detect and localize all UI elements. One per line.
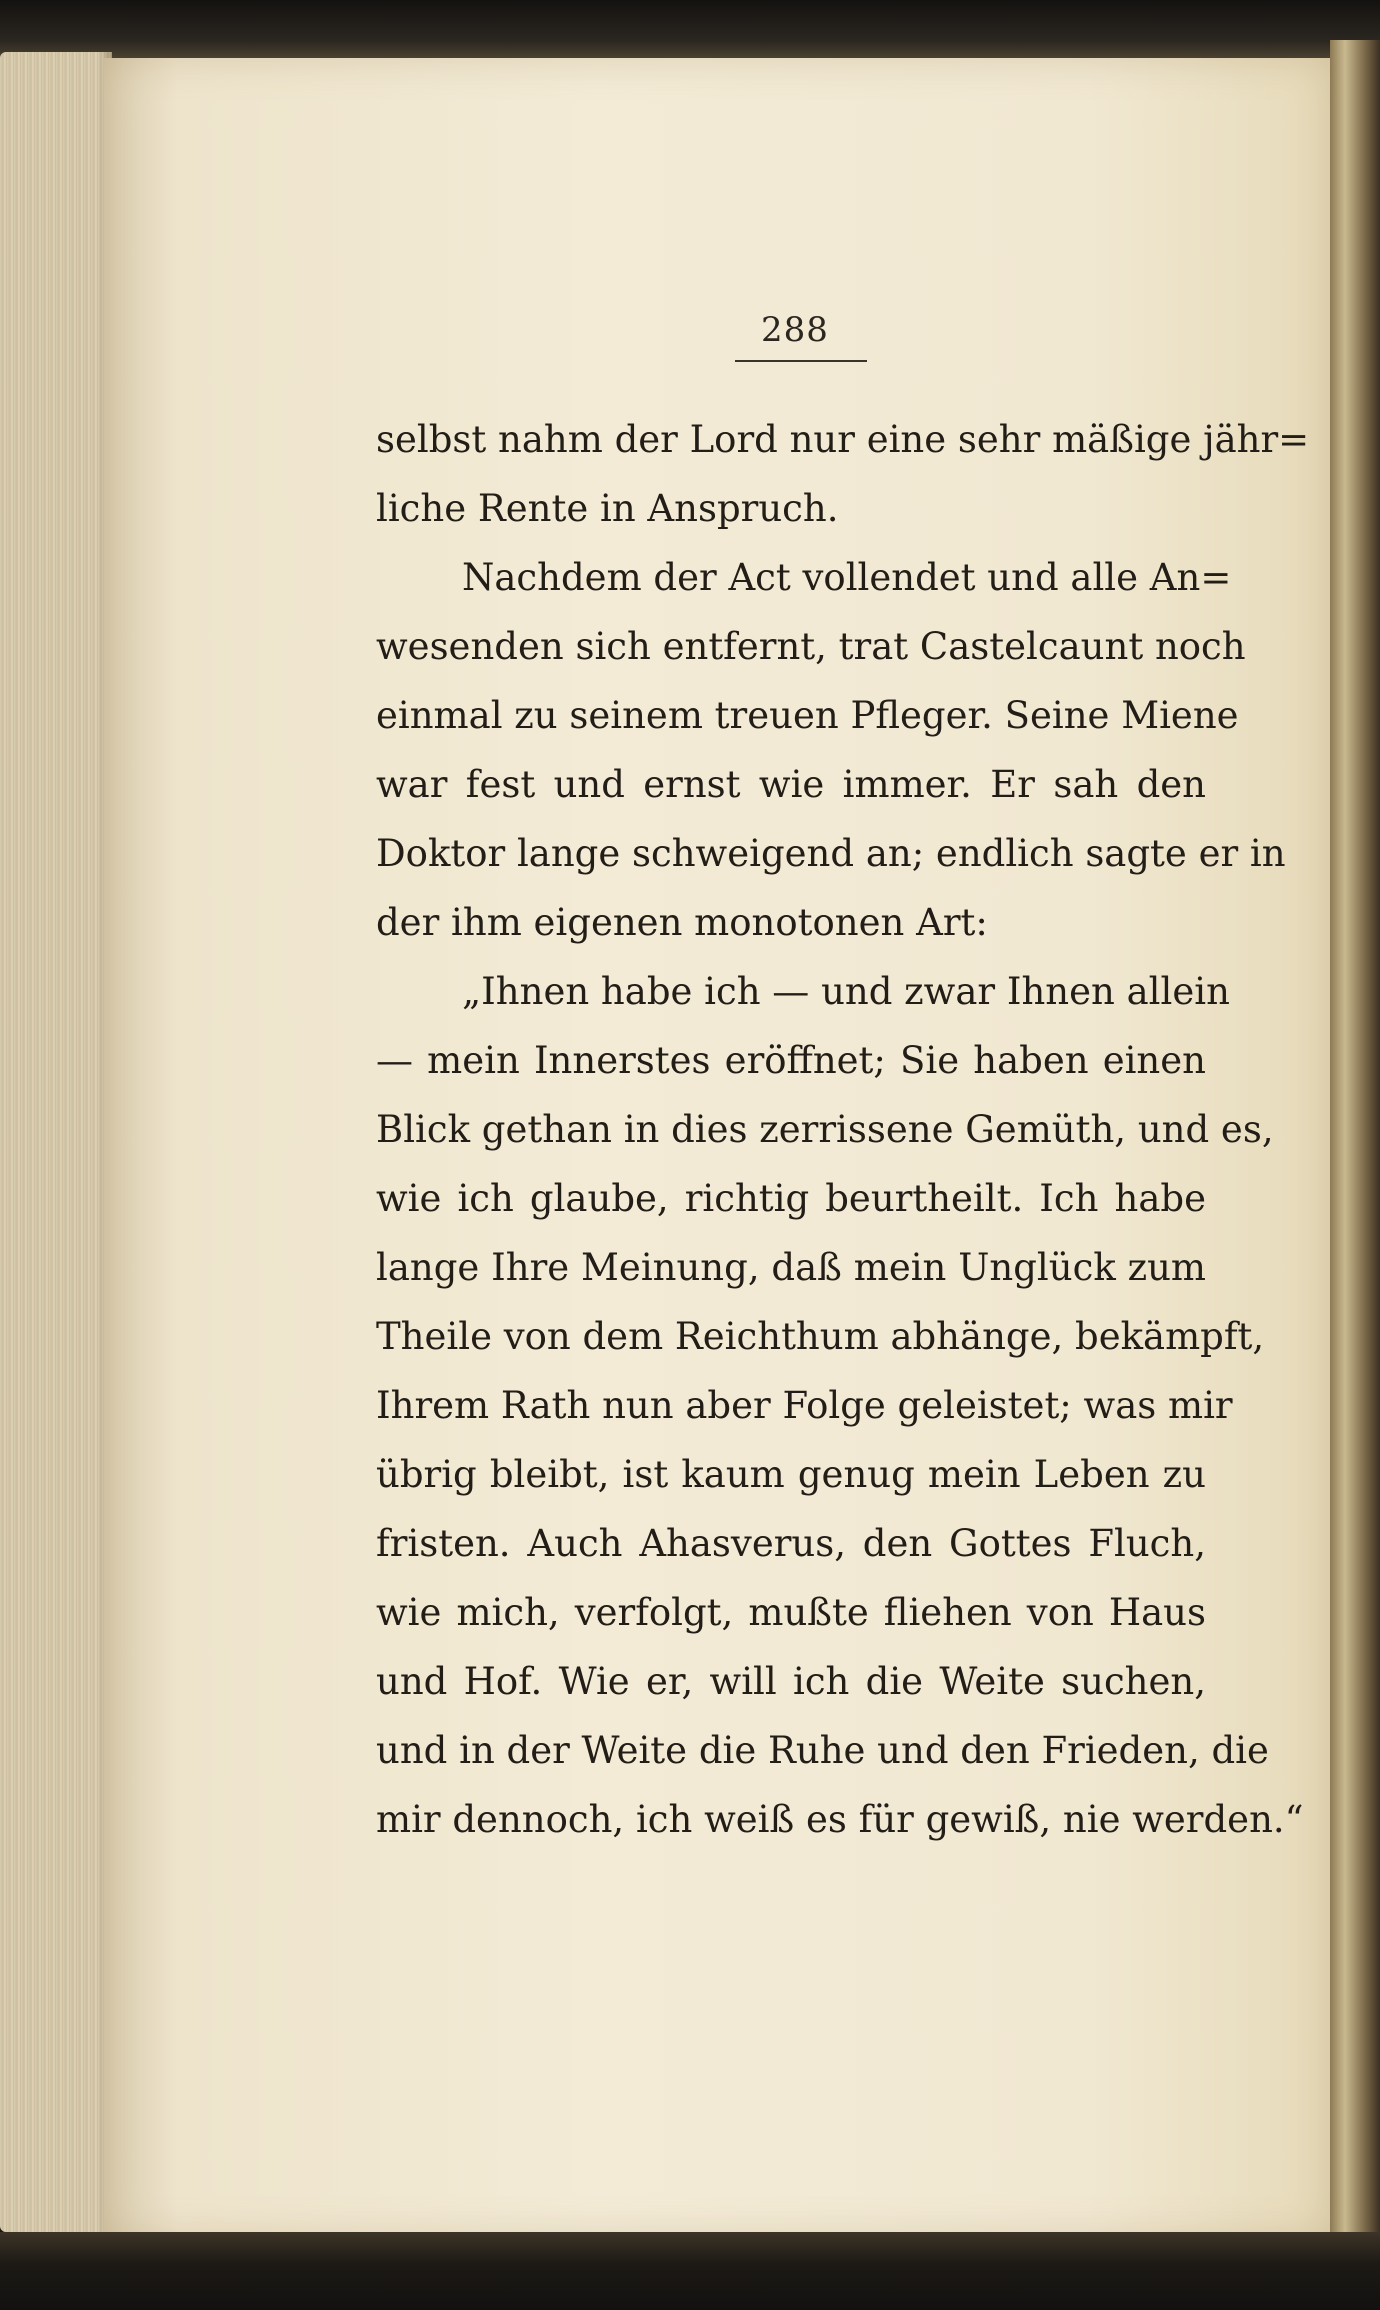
text-line: Blick gethan in dies zerrissene Gemüth, und es, <box>376 1108 1274 1151</box>
text-line: fristen. Auch Ahasverus, den Gottes Fluch, <box>376 1522 1206 1565</box>
text-line: mir dennoch, ich weiß es für gewiß, nie werden.“ <box>376 1798 1304 1841</box>
book-binding <box>1330 40 1380 2250</box>
text-line: Ihrem Rath nun aber Folge geleistet; was mir <box>376 1384 1233 1427</box>
text-line: Theile von dem Reichthum abhänge, bekämpft, <box>376 1315 1265 1358</box>
text-line: wie mich, verfolgt, mußte fliehen von Haus <box>376 1591 1206 1634</box>
text-line: lange Ihre Meinung, daß mein Unglück zum <box>376 1246 1206 1289</box>
body-text <box>376 405 1310 1854</box>
text-line: einmal zu seinem treuen Pfleger. Seine Miene <box>376 694 1239 737</box>
text-line: selbst nahm der Lord nur eine sehr mäßige jähr= <box>376 418 1310 461</box>
text-line: Doktor lange schweigend an; endlich sagte er in <box>376 832 1286 875</box>
text-line: und in der Weite die Ruhe und den Frieden, die <box>376 1729 1269 1772</box>
text-line: liche Rente in Anspruch. <box>376 487 839 530</box>
text-line: übrig bleibt, ist kaum genug mein Leben zu <box>376 1453 1206 1496</box>
text-line: „Ihnen habe ich — und zwar Ihnen allein <box>462 970 1230 1013</box>
scan-background-bottom <box>0 2232 1380 2310</box>
text-line: und Hof. Wie er, will ich die Weite suchen, <box>376 1660 1206 1703</box>
page-number: 288 <box>761 310 829 350</box>
page-number-rule <box>735 360 867 362</box>
text-line: Nachdem der Act vollendet und alle An= <box>462 556 1232 599</box>
text-line: — mein Innerstes eröffnet; Sie haben einen <box>376 1039 1206 1082</box>
page-edges <box>0 52 112 2232</box>
text-line: der ihm eigenen monotonen Art: <box>376 901 988 944</box>
text-line: war fest und ernst wie immer. Er sah den <box>376 763 1206 806</box>
text-line: wesenden sich entfernt, trat Castelcaunt noch <box>376 625 1246 668</box>
text-line: wie ich glaube, richtig beurtheilt. Ich habe <box>376 1177 1206 1220</box>
scan-background-top <box>0 0 1380 58</box>
